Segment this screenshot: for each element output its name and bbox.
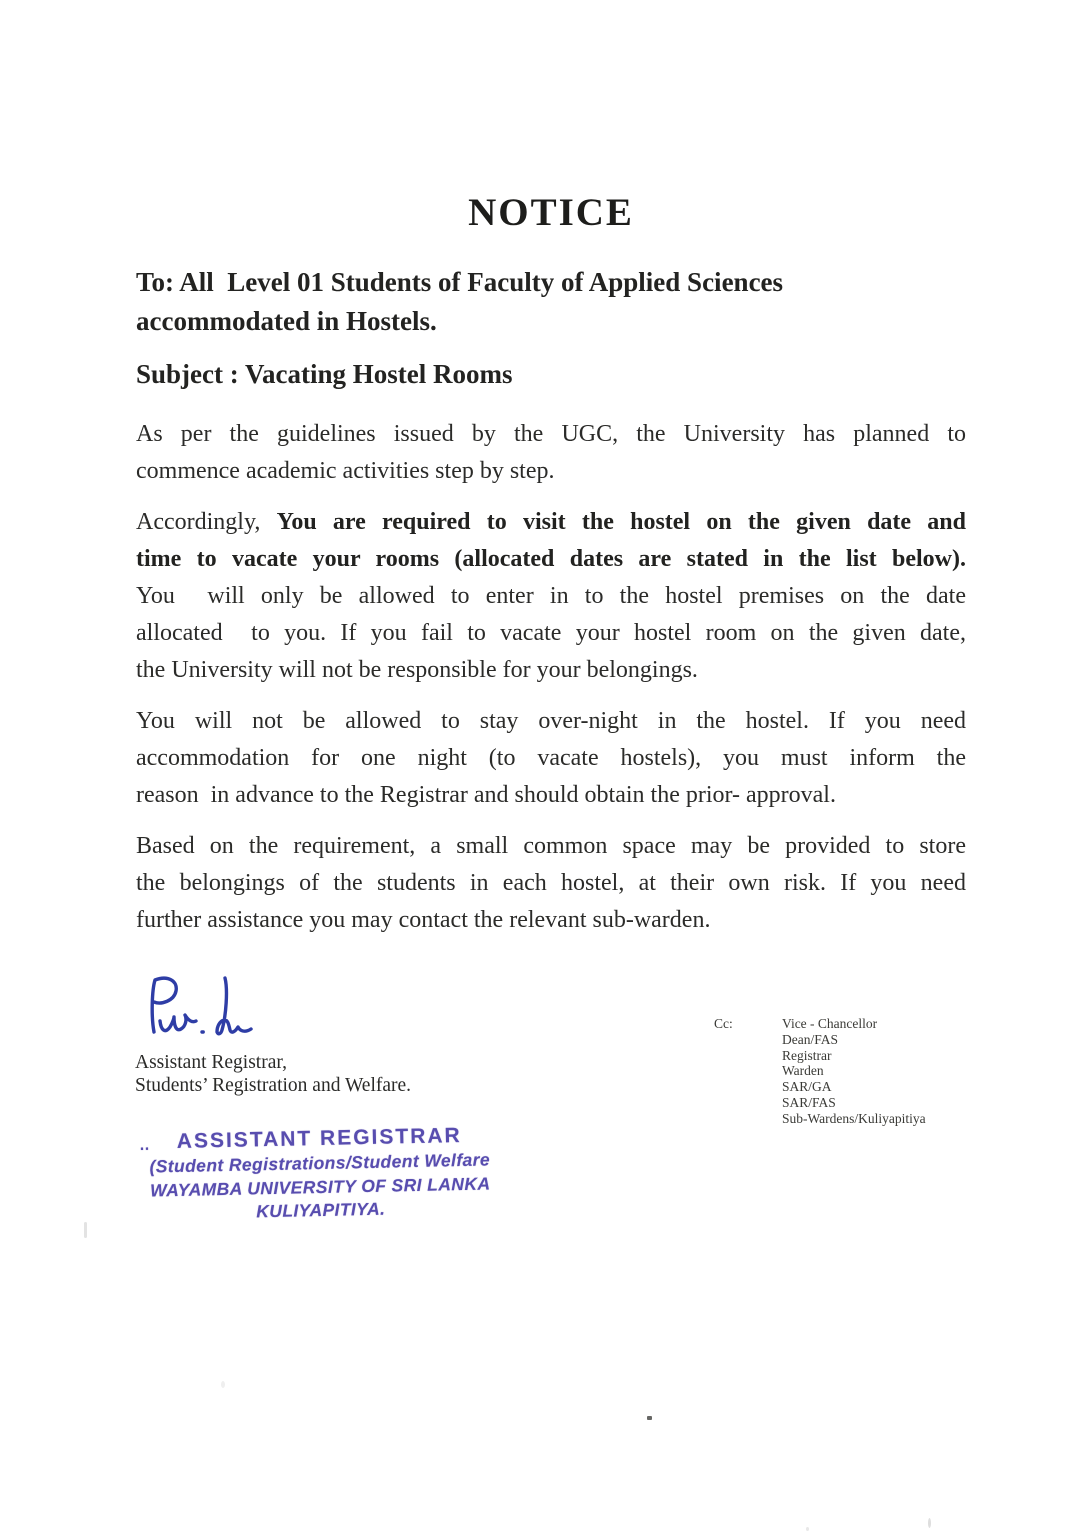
- text-run: As per the guidelines issued by the UGC, the University has planned to: [136, 421, 966, 447]
- subject-heading: Subject : Vacating Hostel Rooms: [136, 359, 513, 389]
- scan-speck: [84, 1222, 87, 1238]
- text-line: [136, 541, 966, 578]
- paragraph: [136, 828, 966, 939]
- scan-speck: [928, 1518, 931, 1528]
- text-line: [136, 777, 966, 814]
- text-run: accommodation for one night (to vacate hostels), you must inform the: [136, 745, 966, 771]
- text-line: [136, 703, 966, 740]
- text-line: [136, 865, 966, 902]
- stamp-line: ASSISTANT REGISTRAR: [176, 1124, 462, 1153]
- text-run: You will not be allowed to stay over-night in the hostel. If you need: [136, 708, 966, 734]
- text-line: [136, 902, 966, 939]
- cc-item: Sub-Wardens/Kuliyapitiya: [782, 1110, 926, 1126]
- paragraph: [136, 703, 966, 814]
- text-run: Based on the requirement, a small common space may be provided to store: [136, 833, 966, 859]
- text-line: [136, 453, 966, 490]
- text-line: [136, 578, 966, 615]
- text-run: the University will not be responsible for your belongings.: [136, 657, 698, 683]
- cc-item: Dean/FAS: [782, 1031, 838, 1047]
- cc-block: [714, 1016, 926, 1127]
- signature-scribble: [141, 974, 259, 1046]
- recipient-line: accommodated in Hostels.: [136, 306, 437, 336]
- scan-speck: [806, 1527, 809, 1531]
- signature-ink-icon: [141, 974, 259, 1046]
- text-run: reason in advance to the Registrar and should obtain the prior- approval.: [136, 782, 836, 808]
- office-rubber-stamp: [139, 1122, 497, 1226]
- cc-item: SAR/FAS: [782, 1094, 836, 1110]
- signoff-line: Students’ Registration and Welfare.: [135, 1075, 412, 1096]
- text-run: the belongings of the students in each hostel, at their own risk. If you need: [136, 870, 966, 896]
- cc-item: Warden: [782, 1063, 824, 1079]
- text-run: commence academic activities step by step.: [136, 458, 555, 484]
- scan-speck: [647, 1416, 652, 1420]
- signoff-block: [135, 1051, 411, 1097]
- text-run: You will only be allowed to enter in to the hostel premises on the date: [136, 583, 966, 609]
- text-line: [136, 615, 966, 652]
- cc-label: Cc:: [714, 1016, 733, 1031]
- page-title: NOTICE: [468, 191, 634, 234]
- letter-body: [136, 416, 966, 953]
- cc-item: SAR/GA: [782, 1079, 832, 1095]
- recipient-heading: [136, 263, 966, 341]
- text-run: allocated to you. If you fail to vacate your hostel room on the given date,: [136, 620, 966, 646]
- stamp-line: KULIYAPITIYA.: [256, 1198, 386, 1222]
- text-line: [136, 652, 966, 689]
- text-run: Accordingly,: [136, 509, 277, 535]
- cc-item: Registrar: [782, 1047, 832, 1063]
- paragraph: [136, 416, 966, 490]
- stamp-smudge-dots: ‥: [139, 1136, 151, 1154]
- text-line: [136, 828, 966, 865]
- text-line: [136, 740, 966, 777]
- paragraph: [136, 504, 966, 689]
- signoff-line: Assistant Registrar,: [135, 1052, 287, 1073]
- text-line: [136, 416, 966, 453]
- cc-list: [782, 1016, 926, 1127]
- bold-run: You are required to visit the hostel on the given date and: [276, 509, 966, 535]
- text-run: further assistance you may contact the relevant sub-warden.: [136, 907, 711, 933]
- scan-speck: [221, 1381, 225, 1388]
- cc-item: Vice - Chancellor: [782, 1016, 878, 1031]
- text-line: [136, 504, 966, 541]
- stamp-line: WAYAMBA UNIVERSITY OF SRI LANKA: [149, 1172, 491, 1201]
- recipient-line: To: All Level 01 Students of Faculty of Applied Sciences: [136, 267, 784, 297]
- stamp-line: (Student Registrations/Student Welfare: [149, 1149, 491, 1177]
- bold-run: time to vacate your rooms (allocated dates are stated in the list below).: [136, 546, 966, 572]
